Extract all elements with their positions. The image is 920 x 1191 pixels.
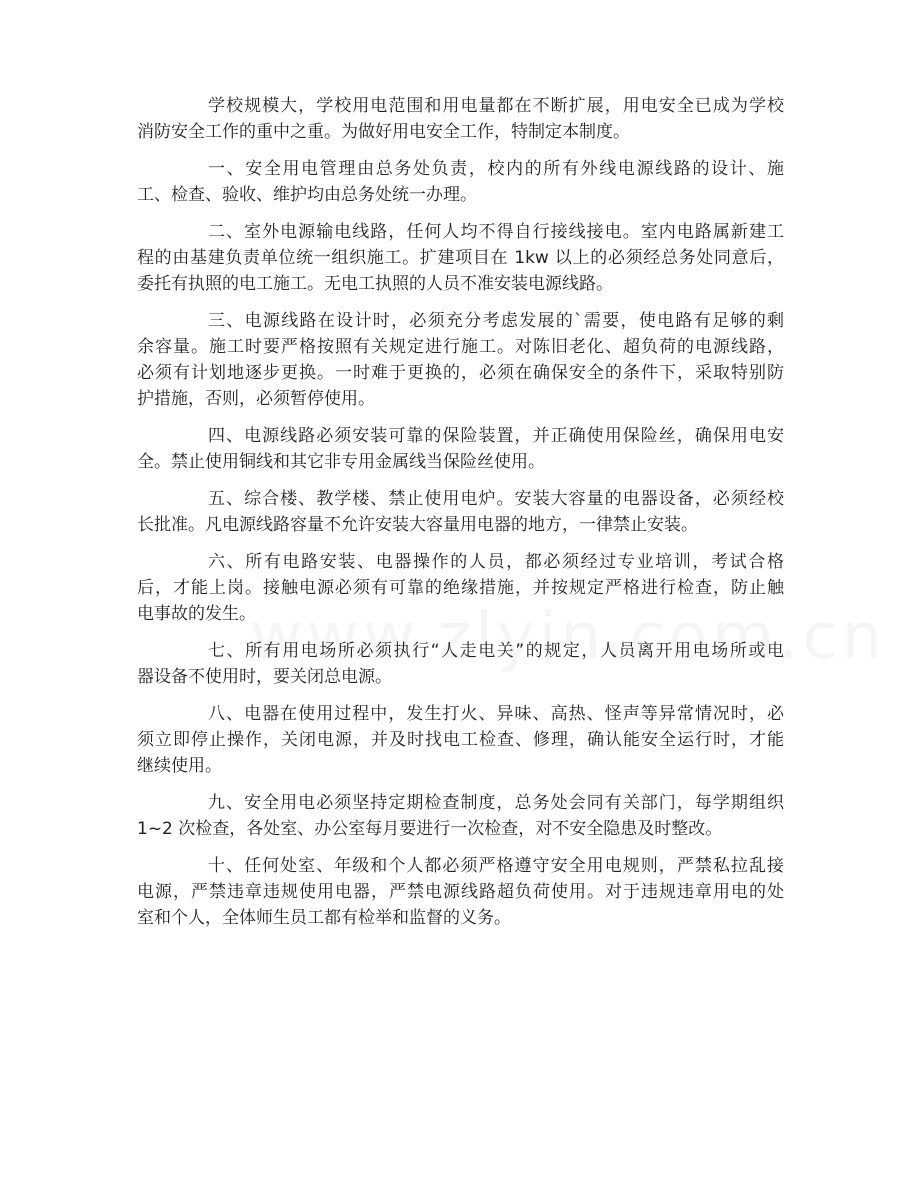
paragraph-line: 必须有计划地逐步更换。一时难于更换的，必须在确保安全的条件下，采取特别防 <box>137 363 784 383</box>
paragraph-line: 四、电源线路必须安装可靠的保险装置，并正确使用保险丝，确保用电安 <box>208 426 784 446</box>
paragraph-line: 九、安全用电必须坚持定期检查制度，总务处会同有关部门，每学期组织 <box>208 793 784 813</box>
paragraph-line: 器设备不使用时，要关闭总电源。 <box>137 667 392 687</box>
paragraph <box>137 853 784 931</box>
paragraph <box>137 423 784 475</box>
paragraph-line: 长批准。凡电源线路容量不允许安装大容量用电器的地方，一律禁止安装。 <box>137 515 698 535</box>
paragraph-line: 电事故的发生。 <box>137 604 256 624</box>
paragraph <box>137 790 784 842</box>
paragraph <box>137 701 784 779</box>
paragraph-line: 二、室外电源输电线路，任何人均不得自行接线接电。室内电路属新建工 <box>208 222 784 242</box>
paragraph-line: 八、电器在使用过程中，发生打火、异味、高热、怪声等异常情况时，必 <box>208 704 784 724</box>
paragraph-line: 消防安全工作的重中之重。为做好用电安全工作，特制定本制度。 <box>137 122 630 142</box>
paragraph-line: 全。禁止使用铜线和其它非专用金属线当保险丝使用。 <box>137 452 545 472</box>
paragraph-line: 六、所有电路安装、电器操作的人员，都必须经过专业培训，考试合格 <box>208 552 784 572</box>
paragraph-line: 学校规模大，学校用电范围和用电量都在不断扩展，用电安全已成为学校 <box>208 96 784 116</box>
paragraph <box>137 308 784 412</box>
paragraph <box>137 156 784 208</box>
paragraph <box>137 93 784 145</box>
paragraph-line: 电源，严禁违章违规使用电器，严禁电源线路超负荷使用。对于违规违章用电的处 <box>137 882 784 902</box>
paragraph-line: 护措施，否则，必须暂停使用。 <box>137 389 375 409</box>
paragraph-line: 须立即停止操作，关闭电源，并及时找电工检查、修理，确认能安全运行时，才能 <box>137 730 784 750</box>
paragraph-line: 程的由基建负责单位统一组织施工。扩建项目在 1kw 以上的必须经总务处同意后， <box>137 248 784 268</box>
paragraph-line: 余容量。施工时要严格按照有关规定进行施工。对陈旧老化、超负荷的电源线路， <box>137 337 784 357</box>
document-body <box>137 93 784 942</box>
paragraph-line: 一、安全用电管理由总务处负责，校内的所有外线电源线路的设计、施 <box>208 159 784 179</box>
paragraph-line: 十、任何处室、年级和个人都必须严格遵守安全用电规则，严禁私拉乱接 <box>208 856 784 876</box>
paragraph-line: 五、综合楼、教学楼、禁止使用电炉。安装大容量的电器设备，必须经校 <box>208 489 784 509</box>
paragraph-line: 工、检查、验收、维护均由总务处统一办理。 <box>137 185 477 205</box>
paragraph-line: 委托有执照的电工施工。无电工执照的人员不准安装电源线路。 <box>137 274 613 294</box>
paragraph <box>137 219 784 297</box>
paragraph <box>137 638 784 690</box>
paragraph-line: 继续使用。 <box>137 756 222 776</box>
paragraph-line: 1~2 次检查，各处室、办公室每月要进行一次检查，对不安全隐患及时整改。 <box>137 819 723 839</box>
paragraph <box>137 549 784 627</box>
paragraph-line: 后，才能上岗。接触电源必须有可靠的绝缘措施，并按规定严格进行检查，防止触 <box>137 578 784 598</box>
paragraph-line: 室和个人，全体师生员工都有检举和监督的义务。 <box>137 908 511 928</box>
paragraph-line: 三、电源线路在设计时，必须充分考虑发展的`需要，使电路有足够的剩 <box>208 311 784 331</box>
paragraph <box>137 486 784 538</box>
paragraph-line: 七、所有用电场所必须执行“人走电关”的规定，人员离开用电场所或电 <box>208 641 784 661</box>
